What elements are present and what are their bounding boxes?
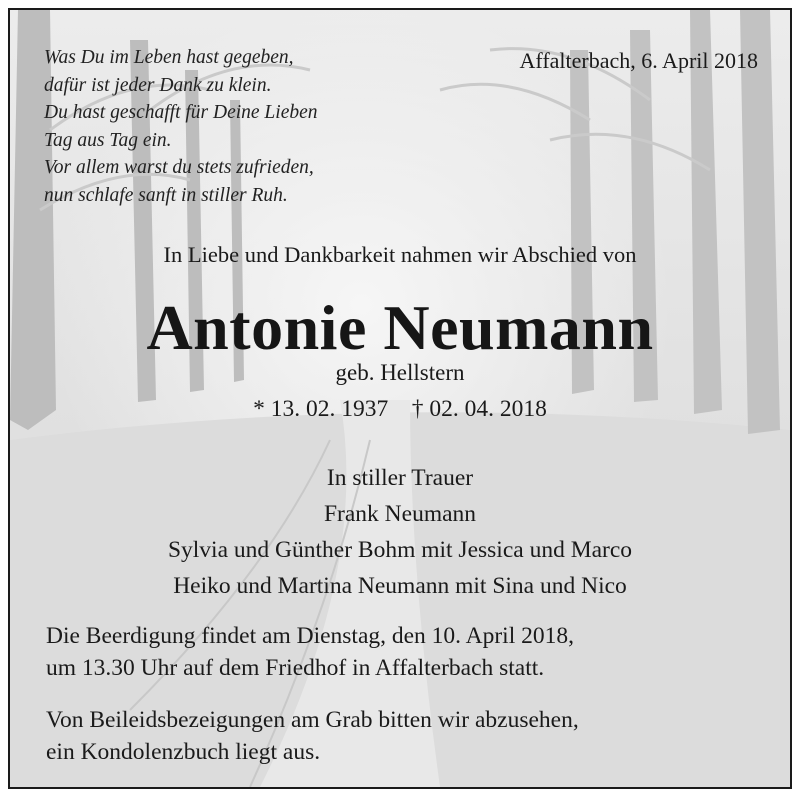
funeral-notice <box>46 620 574 684</box>
mourner-line: Sylvia und Günther Bohm mit Jessica und Marco <box>167 537 633 563</box>
birth-name: geb. Hellstern <box>335 360 465 385</box>
mourner-line: Frank Neumann <box>323 501 477 527</box>
intro-text: In Liebe und Dankbarkeit nahmen wir Abschied von <box>163 242 637 267</box>
obituary-card <box>8 8 792 789</box>
condolence-notice <box>46 704 579 768</box>
deceased-name: Antonie Neumann <box>146 292 654 363</box>
funeral-line: um 13.30 Uhr auf dem Friedhof in Affalterbach statt. <box>46 655 545 681</box>
mourner-line: In stiller Trauer <box>326 465 474 491</box>
poem-line: Vor allem warst du stets zufrieden, <box>44 157 314 178</box>
poem-line: dafür ist jeder Dank zu klein. <box>44 74 272 96</box>
poem-line: Tag aus Tag ein. <box>44 129 172 151</box>
life-dates: * 13. 02. 1937 † 02. 04. 2018 <box>253 396 547 422</box>
condolence-line: Von Beileidsbezeigungen am Grab bitten wir abzusehen, <box>46 707 579 733</box>
condolence-line: ein Kondolenzbuch liegt aus. <box>46 739 321 765</box>
place-date: Affalterbach, 6. April 2018 <box>519 48 758 73</box>
poem <box>44 44 318 209</box>
poem-line: Was Du im Leben hast gegeben, <box>44 47 294 68</box>
poem-line: Du hast geschafft für Deine Lieben <box>44 102 318 123</box>
mourner-line: Heiko und Martina Neumann mit Sina und Nico <box>173 573 627 599</box>
poem-line: nun schlafe sanft in stiller Ruh. <box>44 184 288 206</box>
mourners-list <box>10 460 790 604</box>
funeral-line: Die Beerdigung findet am Dienstag, den 10. April 2018, <box>46 623 574 649</box>
